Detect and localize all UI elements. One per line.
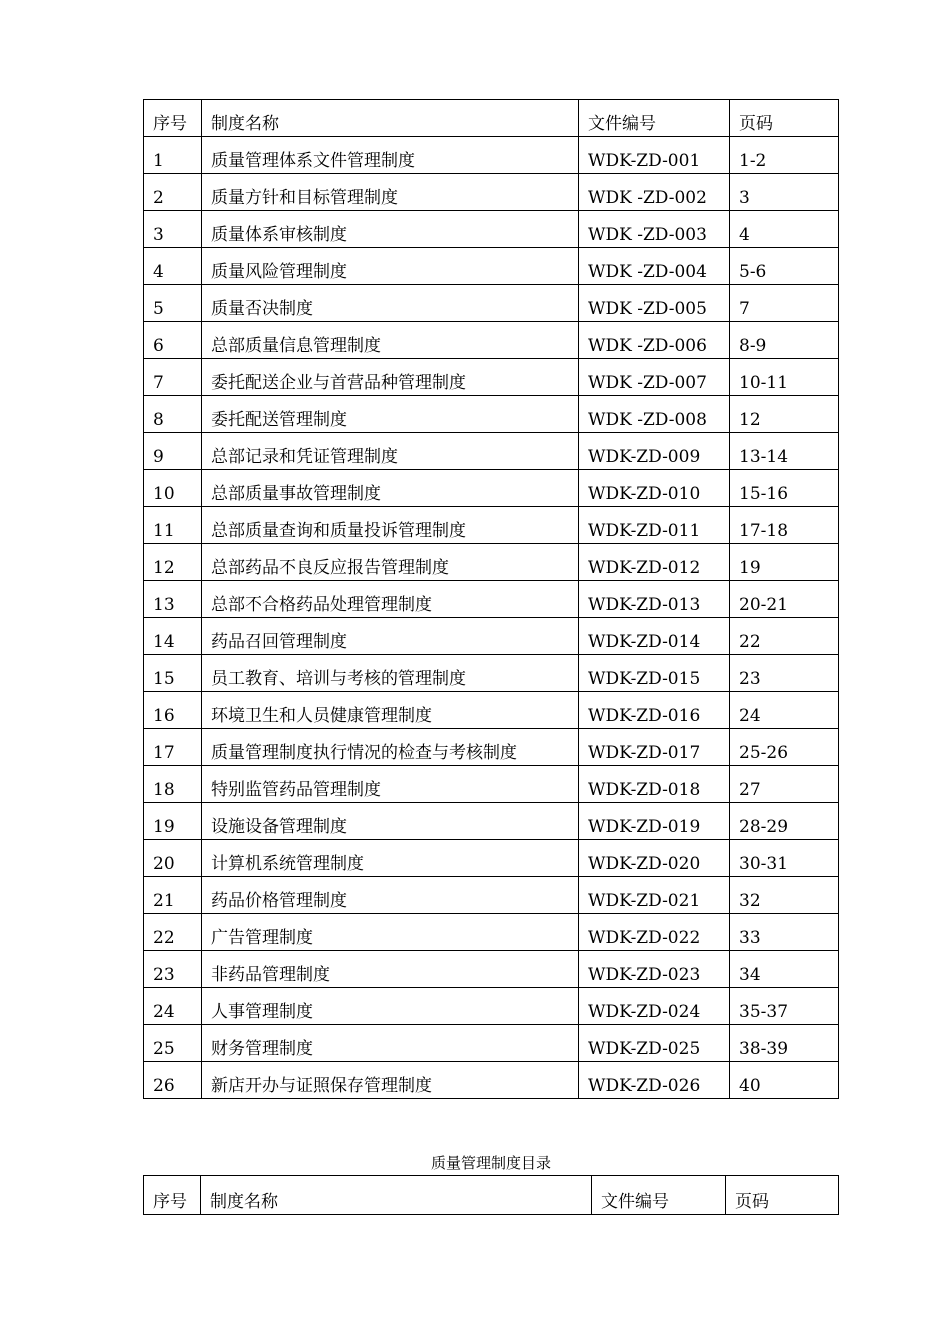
row-name: 总部记录和凭证管理制度 [202, 433, 579, 470]
row-number: 18 [144, 766, 202, 803]
row-number: 1 [144, 137, 202, 174]
row-name: 质量风险管理制度 [202, 248, 579, 285]
row-code: WDK-ZD-021 [579, 877, 730, 914]
table-row [144, 248, 839, 285]
row-number: 21 [144, 877, 202, 914]
row-page: 40 [730, 1062, 839, 1099]
main-toc-table [143, 99, 839, 1099]
row-page: 22 [730, 618, 839, 655]
row-page: 28-29 [730, 803, 839, 840]
table-row [144, 174, 839, 211]
row-page: 38-39 [730, 1025, 839, 1062]
row-number: 15 [144, 655, 202, 692]
row-number: 20 [144, 840, 202, 877]
row-code: WDK-ZD-019 [579, 803, 730, 840]
row-name: 总部质量信息管理制度 [202, 322, 579, 359]
row-code: WDK -ZD-006 [579, 322, 730, 359]
row-number: 13 [144, 581, 202, 618]
row-number: 5 [144, 285, 202, 322]
row-name: 总部不合格药品处理管理制度 [202, 581, 579, 618]
row-page: 34 [730, 951, 839, 988]
row-code: WDK-ZD-024 [579, 988, 730, 1025]
row-number: 14 [144, 618, 202, 655]
table-row [144, 988, 839, 1025]
header-no: 序号 [144, 1176, 201, 1215]
row-number: 4 [144, 248, 202, 285]
row-page: 24 [730, 692, 839, 729]
row-name: 质量否决制度 [202, 285, 579, 322]
table-row [144, 396, 839, 433]
row-page: 27 [730, 766, 839, 803]
row-page: 15-16 [730, 470, 839, 507]
row-page: 5-6 [730, 248, 839, 285]
row-page: 12 [730, 396, 839, 433]
row-code: WDK -ZD-004 [579, 248, 730, 285]
row-page: 8-9 [730, 322, 839, 359]
row-code: WDK-ZD-009 [579, 433, 730, 470]
row-page: 20-21 [730, 581, 839, 618]
header-code: 文件编号 [579, 100, 730, 137]
row-name: 广告管理制度 [202, 914, 579, 951]
table-row [144, 729, 839, 766]
table-row [144, 1025, 839, 1062]
row-page: 3 [730, 174, 839, 211]
row-name: 财务管理制度 [202, 1025, 579, 1062]
row-page: 4 [730, 211, 839, 248]
header-no: 序号 [144, 100, 202, 137]
row-page: 23 [730, 655, 839, 692]
table-row [144, 618, 839, 655]
header-page: 页码 [726, 1176, 839, 1215]
second-toc-table [143, 1175, 839, 1215]
table-row [144, 322, 839, 359]
row-page: 17-18 [730, 507, 839, 544]
row-page: 1-2 [730, 137, 839, 174]
row-name: 新店开办与证照保存管理制度 [202, 1062, 579, 1099]
table-row [144, 211, 839, 248]
row-name: 总部质量事故管理制度 [202, 470, 579, 507]
table-row [144, 359, 839, 396]
row-name: 计算机系统管理制度 [202, 840, 579, 877]
row-name: 人事管理制度 [202, 988, 579, 1025]
row-number: 11 [144, 507, 202, 544]
row-page: 19 [730, 544, 839, 581]
row-code: WDK-ZD-011 [579, 507, 730, 544]
row-page: 7 [730, 285, 839, 322]
row-name: 药品召回管理制度 [202, 618, 579, 655]
row-code: WDK -ZD-007 [579, 359, 730, 396]
table-row [144, 951, 839, 988]
row-name: 质量管理体系文件管理制度 [202, 137, 579, 174]
table-row [144, 692, 839, 729]
row-code: WDK-ZD-001 [579, 137, 730, 174]
row-code: WDK-ZD-018 [579, 766, 730, 803]
table-row [144, 840, 839, 877]
row-number: 10 [144, 470, 202, 507]
row-page: 30-31 [730, 840, 839, 877]
row-code: WDK-ZD-016 [579, 692, 730, 729]
row-name: 员工教育、培训与考核的管理制度 [202, 655, 579, 692]
table-row [144, 285, 839, 322]
row-code: WDK-ZD-022 [579, 914, 730, 951]
row-number: 19 [144, 803, 202, 840]
row-code: WDK-ZD-013 [579, 581, 730, 618]
table-row [144, 914, 839, 951]
row-code: WDK -ZD-003 [579, 211, 730, 248]
row-code: WDK-ZD-026 [579, 1062, 730, 1099]
row-name: 环境卫生和人员健康管理制度 [202, 692, 579, 729]
table-row [144, 433, 839, 470]
row-page: 33 [730, 914, 839, 951]
row-number: 7 [144, 359, 202, 396]
row-number: 9 [144, 433, 202, 470]
row-number: 26 [144, 1062, 202, 1099]
row-name: 设施设备管理制度 [202, 803, 579, 840]
row-number: 8 [144, 396, 202, 433]
row-code: WDK-ZD-017 [579, 729, 730, 766]
row-name: 总部质量查询和质量投诉管理制度 [202, 507, 579, 544]
table-row [144, 507, 839, 544]
header-name: 制度名称 [202, 100, 579, 137]
row-number: 25 [144, 1025, 202, 1062]
row-code: WDK-ZD-012 [579, 544, 730, 581]
row-name: 非药品管理制度 [202, 951, 579, 988]
table-row [144, 470, 839, 507]
row-name: 特别监管药品管理制度 [202, 766, 579, 803]
table-row [144, 137, 839, 174]
row-page: 32 [730, 877, 839, 914]
header-name: 制度名称 [201, 1176, 592, 1215]
table-row [144, 655, 839, 692]
table-row [144, 1062, 839, 1099]
table-header-row [144, 100, 839, 137]
row-number: 24 [144, 988, 202, 1025]
row-number: 23 [144, 951, 202, 988]
header-code: 文件编号 [592, 1176, 726, 1215]
row-page: 35-37 [730, 988, 839, 1025]
row-page: 13-14 [730, 433, 839, 470]
table-row [144, 803, 839, 840]
second-section-title: 质量管理制度目录 [430, 1154, 551, 1172]
row-name: 药品价格管理制度 [202, 877, 579, 914]
row-number: 12 [144, 544, 202, 581]
table-row [144, 877, 839, 914]
main-toc-body [144, 100, 839, 1099]
table-row [144, 581, 839, 618]
row-code: WDK -ZD-002 [579, 174, 730, 211]
row-name: 总部药品不良反应报告管理制度 [202, 544, 579, 581]
row-name: 质量方针和目标管理制度 [202, 174, 579, 211]
row-number: 17 [144, 729, 202, 766]
row-code: WDK-ZD-010 [579, 470, 730, 507]
row-number: 2 [144, 174, 202, 211]
row-number: 6 [144, 322, 202, 359]
row-number: 22 [144, 914, 202, 951]
table-row [144, 766, 839, 803]
row-number: 3 [144, 211, 202, 248]
row-code: WDK-ZD-014 [579, 618, 730, 655]
row-name: 委托配送企业与首营品种管理制度 [202, 359, 579, 396]
row-name: 委托配送管理制度 [202, 396, 579, 433]
table-header-row [144, 1176, 839, 1215]
row-page: 25-26 [730, 729, 839, 766]
row-number: 16 [144, 692, 202, 729]
row-page: 10-11 [730, 359, 839, 396]
table-row [144, 544, 839, 581]
row-code: WDK -ZD-008 [579, 396, 730, 433]
row-code: WDK -ZD-005 [579, 285, 730, 322]
header-page: 页码 [730, 100, 839, 137]
row-code: WDK-ZD-023 [579, 951, 730, 988]
row-name: 质量管理制度执行情况的检查与考核制度 [202, 729, 579, 766]
row-name: 质量体系审核制度 [202, 211, 579, 248]
row-code: WDK-ZD-015 [579, 655, 730, 692]
row-code: WDK-ZD-020 [579, 840, 730, 877]
row-code: WDK-ZD-025 [579, 1025, 730, 1062]
